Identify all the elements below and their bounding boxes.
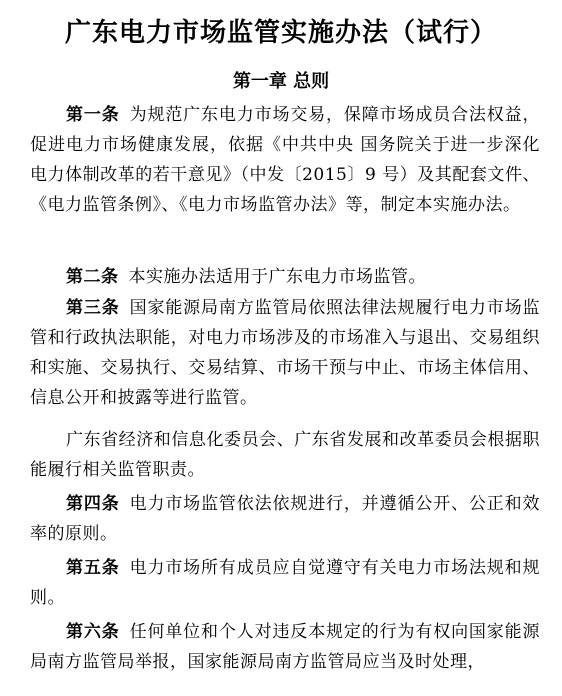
article-paragraph <box>30 489 540 549</box>
article-text: 任何单位和个人对违反本规定的行为有权向国家能源局南方监管局举报，国家能源局南方监管局应当及时处理， <box>30 622 541 672</box>
article-text: 本实施办法适用于广东电力市场监管。 <box>128 267 426 287</box>
chapter-heading: 第一章 总则 <box>232 71 330 92</box>
article-text: 为规范广东电力市场交易，保障市场成员合法权益，促进电力市场健康发展，依据《中共中央 国务院关于进一步深化电力体制改革的若干意见》（中发〔2015〕9 号）及其配套文件、《电力监管条例》、《电力市场监管办法》等，制定本实施办法。 <box>30 105 541 215</box>
article-paragraph <box>30 425 540 485</box>
article-paragraph <box>30 100 540 220</box>
article-text: 电力市场所有成员应自觉遵守有关电力市场法规和规则。 <box>30 558 541 608</box>
article-label: 第四条 <box>66 494 120 514</box>
article-label: 第六条 <box>66 622 120 642</box>
article-label: 第二条 <box>66 267 119 287</box>
article-paragraph <box>30 553 540 613</box>
article-text: 国家能源局南方监管局依照法律法规履行电力市场监管和行政执法职能，对电力市场涉及的市场准入与退出、交易组织和实施、交易执行、交易结算、市场干预与中止、市场主体信用、信息公开和披露等进行监管。 <box>30 298 541 408</box>
article-label: 第三条 <box>66 298 120 318</box>
article-paragraph <box>30 262 540 292</box>
article-text: 电力市场监管依法依规进行，并遵循公开、公正和效率的原则。 <box>30 494 541 544</box>
article-paragraph <box>30 293 540 413</box>
article-label: 第五条 <box>66 558 120 578</box>
article-label: 第一条 <box>66 105 120 125</box>
document-title: 广东电力市场监管实施办法（试行） <box>64 18 497 48</box>
article-text: 广东省经济和信息化委员会、广东省发展和改革委员会根据职能履行相关监管职责。 <box>30 430 540 480</box>
article-paragraph <box>30 617 540 677</box>
